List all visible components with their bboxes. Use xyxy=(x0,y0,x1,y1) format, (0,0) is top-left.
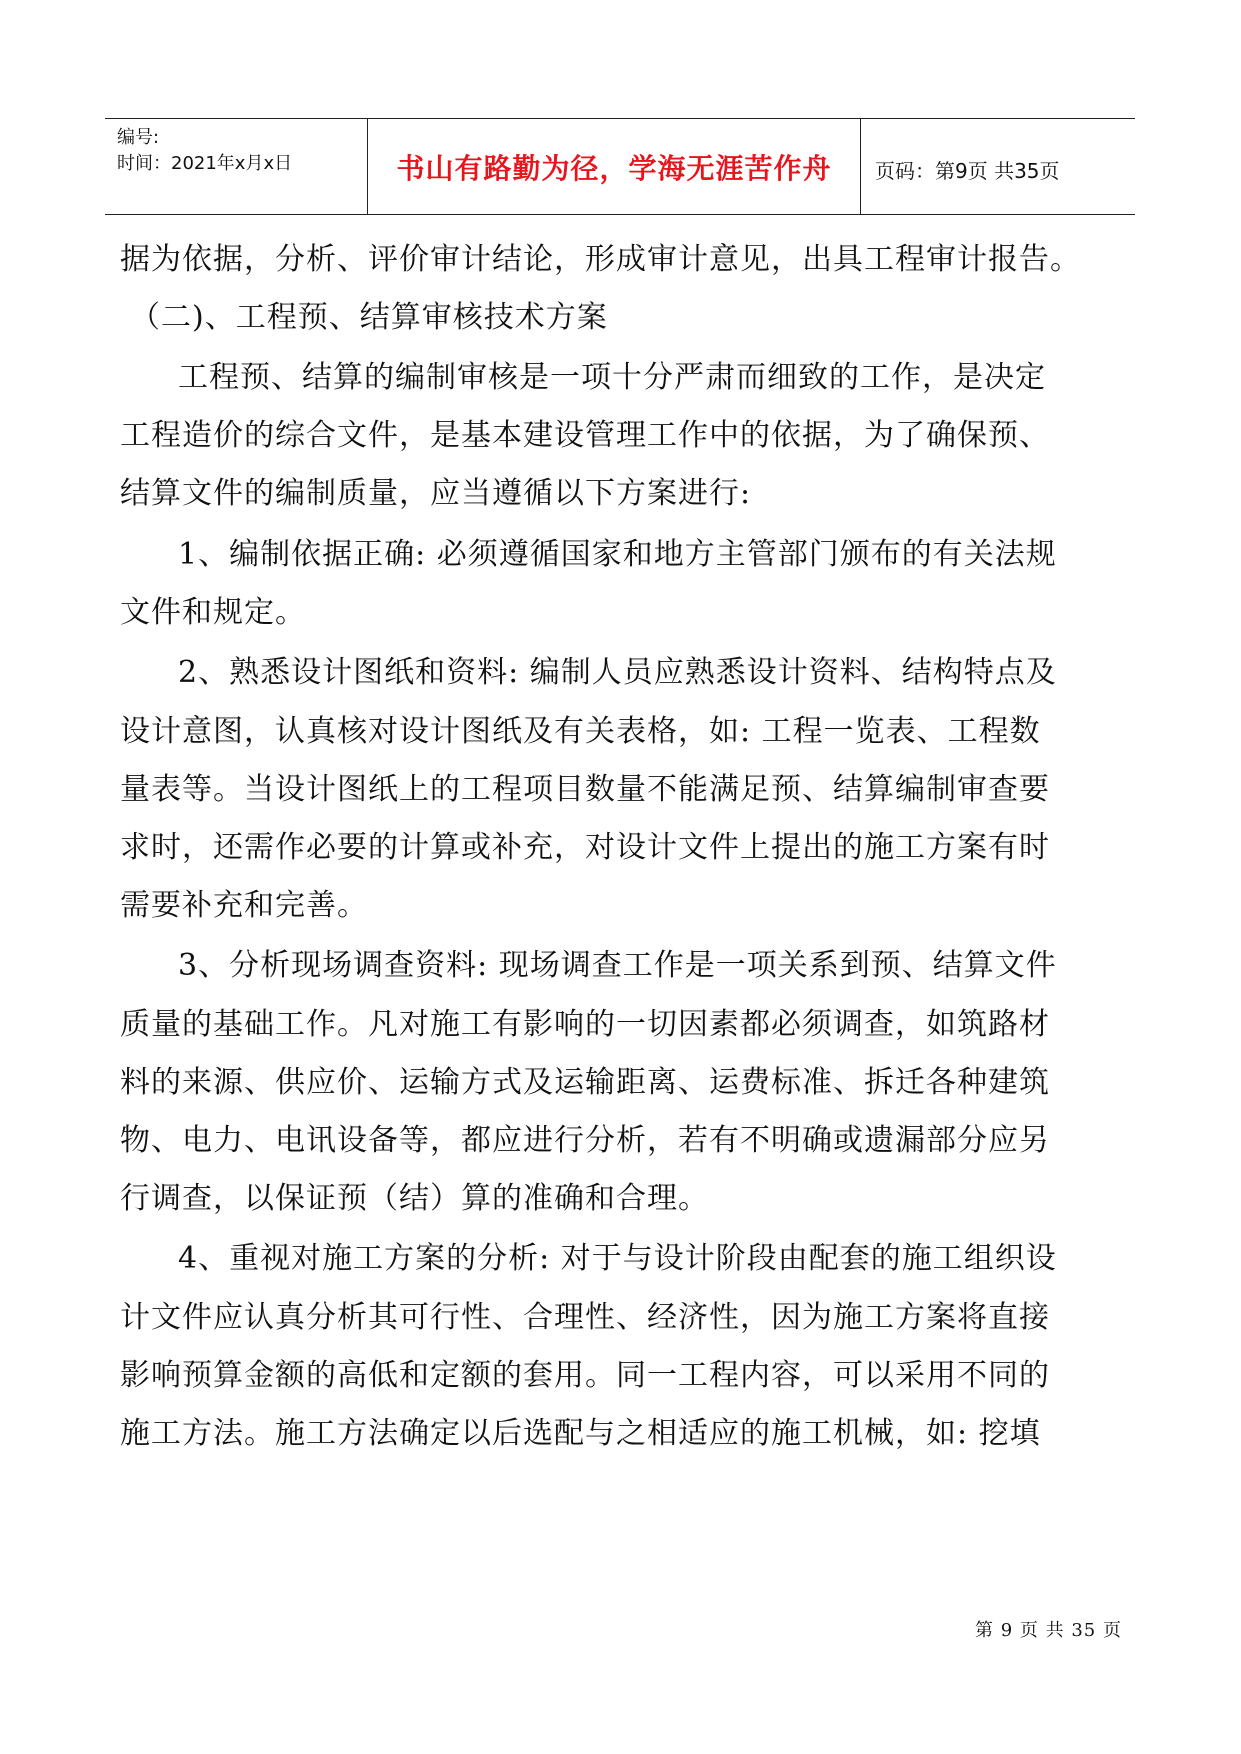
body-line: 文件和规定。 xyxy=(120,595,306,630)
section-heading: （二)、工程预、结算审核技术方案 xyxy=(130,300,608,335)
body-line: 行调查，以保证预（结）算的准确和合理。 xyxy=(120,1181,709,1216)
body-line: 料的来源、供应价、运输方式及运输距离、运费标准、拆迁各种建筑 xyxy=(120,1065,1050,1100)
body-line: 施工方法。施工方法确定以后选配与之相适应的施工机械，如: 挖填 xyxy=(120,1416,1041,1451)
body-line: 设计意图，认真核对设计图纸及有关表格，如: 工程一览表、工程数 xyxy=(120,714,1041,749)
header-middle-cell xyxy=(368,119,861,214)
body-line: 3、分析现场调查资料: 现场调查工作是一项关系到预、结算文件 xyxy=(178,948,1057,983)
body-line: 求时，还需作必要的计算或补充，对设计文件上提出的施工方案有时 xyxy=(120,830,1050,865)
document-header xyxy=(105,118,1135,215)
header-page-info: 页码：第9页 共35页 xyxy=(875,159,1060,183)
body-line: 据为依据，分析、评价审计结论，形成审计意见，出具工程审计报告。 xyxy=(120,242,1081,277)
page-footer: 第 9 页 共 35 页 xyxy=(975,1620,1122,1641)
body-line: 结算文件的编制质量，应当遵循以下方案进行: xyxy=(120,476,752,511)
document-time-label: 时间：2021年x月x日 xyxy=(117,153,293,174)
body-line: 需要补充和完善。 xyxy=(120,888,368,923)
body-line: 4、重视对施工方案的分析: 对于与设计阶段由配套的施工组织设 xyxy=(178,1241,1057,1276)
body-line: 物、电力、电讯设备等，都应进行分析，若有不明确或遗漏部分应另 xyxy=(120,1123,1050,1158)
body-line: 工程预、结算的编制审核是一项十分严肃而细致的工作，是决定 xyxy=(178,360,1046,395)
body-line: 质量的基础工作。凡对施工有影响的一切因素都必须调查，如筑路材 xyxy=(120,1007,1050,1042)
document-number-label: 编号: xyxy=(117,127,160,148)
body-line: 量表等。当设计图纸上的工程项目数量不能满足预、结算编制审查要 xyxy=(120,772,1050,807)
header-slogan: 书山有路勤为径，学海无涯苦作舟 xyxy=(396,152,832,185)
body-line: 计文件应认真分析其可行性、合理性、经济性，因为施工方案将直接 xyxy=(120,1300,1050,1335)
body-line: 1、编制依据正确: 必须遵循国家和地方主管部门颁布的有关法规 xyxy=(178,537,1057,572)
body-line: 影响预算金额的高低和定额的套用。同一工程内容，可以采用不同的 xyxy=(120,1358,1050,1393)
body-line: 2、熟悉设计图纸和资料: 编制人员应熟悉设计资料、结构特点及 xyxy=(178,655,1057,690)
header-left-cell xyxy=(105,119,368,214)
body-line: 工程造价的综合文件，是基本建设管理工作中的依据，为了确保预、 xyxy=(120,418,1050,453)
header-right-cell xyxy=(861,119,1135,214)
